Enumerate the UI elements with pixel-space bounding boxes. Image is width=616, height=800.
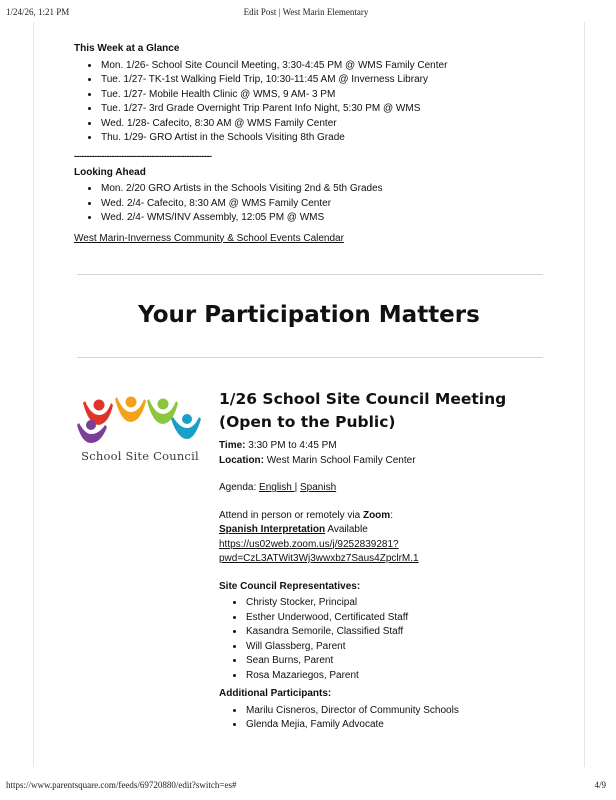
event-time	[219, 439, 549, 454]
additional-list	[219, 704, 549, 733]
zoom-url-link[interactable]: https://us02web.zoom.us/j/9252839281?	[219, 538, 399, 550]
figure-head	[158, 399, 169, 410]
additional-heading: Additional Participants:	[219, 688, 332, 699]
list-item: • Tue. 1/27- TK-1st Walking Field Trip, 10:30-11:45 AM @ Inverness Library	[100, 73, 554, 88]
list-item: • Mon. 2/20 GRO Artists in the Schools Visiting 2nd & 5th Grades	[100, 182, 554, 197]
print-datetime: 1/24/26, 1:21 PM	[6, 7, 70, 17]
interpretation-suffix: Available	[325, 524, 368, 535]
list-item: • Wed. 2/4- Cafecito, 8:30 AM @ WMS Family Center	[100, 197, 554, 212]
zoom-url-line	[219, 552, 549, 567]
list-item: • Mon. 1/26- School Site Council Meeting, 3:30-4:45 PM @ WMS Family Center	[100, 59, 554, 74]
list-item: • Kasandra Semorile, Classified Staff	[245, 625, 549, 640]
print-footer	[6, 780, 606, 792]
divider	[77, 274, 543, 275]
list-item: • Wed. 2/4- WMS/INV Assembly, 12:05 PM @ WMS	[100, 211, 554, 226]
week-list	[74, 59, 554, 146]
looking-ahead-heading: Looking Ahead	[74, 166, 146, 178]
location-label: Location:	[219, 454, 264, 466]
figure-head	[86, 420, 96, 430]
attend-text: Attend in person or remotely via	[219, 509, 363, 521]
attend-line	[219, 509, 549, 524]
list-item: • Glenda Mejia, Family Advocate	[245, 718, 549, 733]
zoom-label: Zoom	[362, 509, 391, 521]
logo-text: School Site Council	[81, 449, 199, 463]
section-title: Your Participation Matters	[138, 302, 480, 328]
interpretation-line	[219, 523, 549, 538]
figure-head	[94, 400, 105, 411]
time-label: Time:	[219, 440, 246, 451]
reps-list	[219, 596, 549, 683]
week-section	[74, 42, 554, 246]
list-item: • Tue. 1/27- 3rd Grade Overnight Trip Parent Info Night, 5:30 PM @ WMS	[100, 102, 554, 117]
agenda-english-link[interactable]: English	[259, 482, 295, 493]
looking-ahead-list	[74, 182, 554, 226]
print-page-number: 4/9	[594, 780, 606, 790]
school-site-council-logo	[77, 393, 203, 473]
event-title: 1/26 School Site Council Meeting (Open to the Public)	[219, 390, 507, 431]
agenda-line	[219, 481, 549, 496]
list-item: • Wed. 1/28- Cafecito, 8:30 AM @ WMS Family Center	[100, 117, 554, 132]
agenda-separator: |	[294, 482, 298, 493]
list-item: • Christy Stocker, Principal	[245, 596, 549, 611]
zoom-url-line	[219, 538, 549, 553]
separator-line: -------------------------------------------------------	[74, 150, 212, 161]
time-value: 3:30 PM to 4:45 PM	[248, 440, 337, 451]
print-header	[6, 7, 606, 19]
attend-colon: :	[390, 509, 393, 521]
list-item: • Esther Underwood, Certificated Staff	[245, 611, 549, 626]
agenda-spanish-link[interactable]: Spanish	[300, 482, 337, 493]
divider	[77, 357, 543, 358]
list-item: • Tue. 1/27- Mobile Health Clinic @ WMS, 9 AM- 3 PM	[100, 88, 554, 103]
week-heading: This Week at a Glance	[74, 43, 180, 54]
reps-heading: Site Council Representatives:	[219, 580, 361, 592]
list-item: • Rosa Mazariegos, Parent	[245, 669, 549, 684]
events-calendar-link[interactable]: West Marin-Inverness Community & School Events Calendar	[74, 232, 344, 244]
post-card	[33, 22, 585, 767]
list-item: • Will Glassberg, Parent	[245, 640, 549, 655]
list-item: • Sean Burns, Parent	[245, 654, 549, 669]
figure-head	[126, 397, 137, 408]
figure-head	[182, 414, 192, 424]
agenda-label: Agenda:	[219, 482, 257, 493]
zoom-url-link-continued[interactable]: pwd=CzL3ATWit3Wj3wwxbz7Saus4ZpclrM.1	[219, 553, 419, 564]
print-url: https://www.parentsquare.com/feeds/69720880/edit?switch=es#	[6, 780, 237, 790]
people-figures-icon	[77, 393, 203, 449]
list-item: • Thu. 1/29- GRO Artist in the Schools Visiting 8th Grade	[100, 131, 554, 146]
spanish-interpretation-link[interactable]: Spanish Interpretation	[219, 524, 326, 535]
print-page-title: Edit Post | West Marin Elementary	[243, 7, 369, 17]
event-location	[219, 454, 549, 469]
list-item: • Marilu Cisneros, Director of Community Schools	[245, 704, 549, 719]
event-details	[219, 388, 549, 733]
location-value: West Marin School Family Center	[266, 454, 416, 466]
